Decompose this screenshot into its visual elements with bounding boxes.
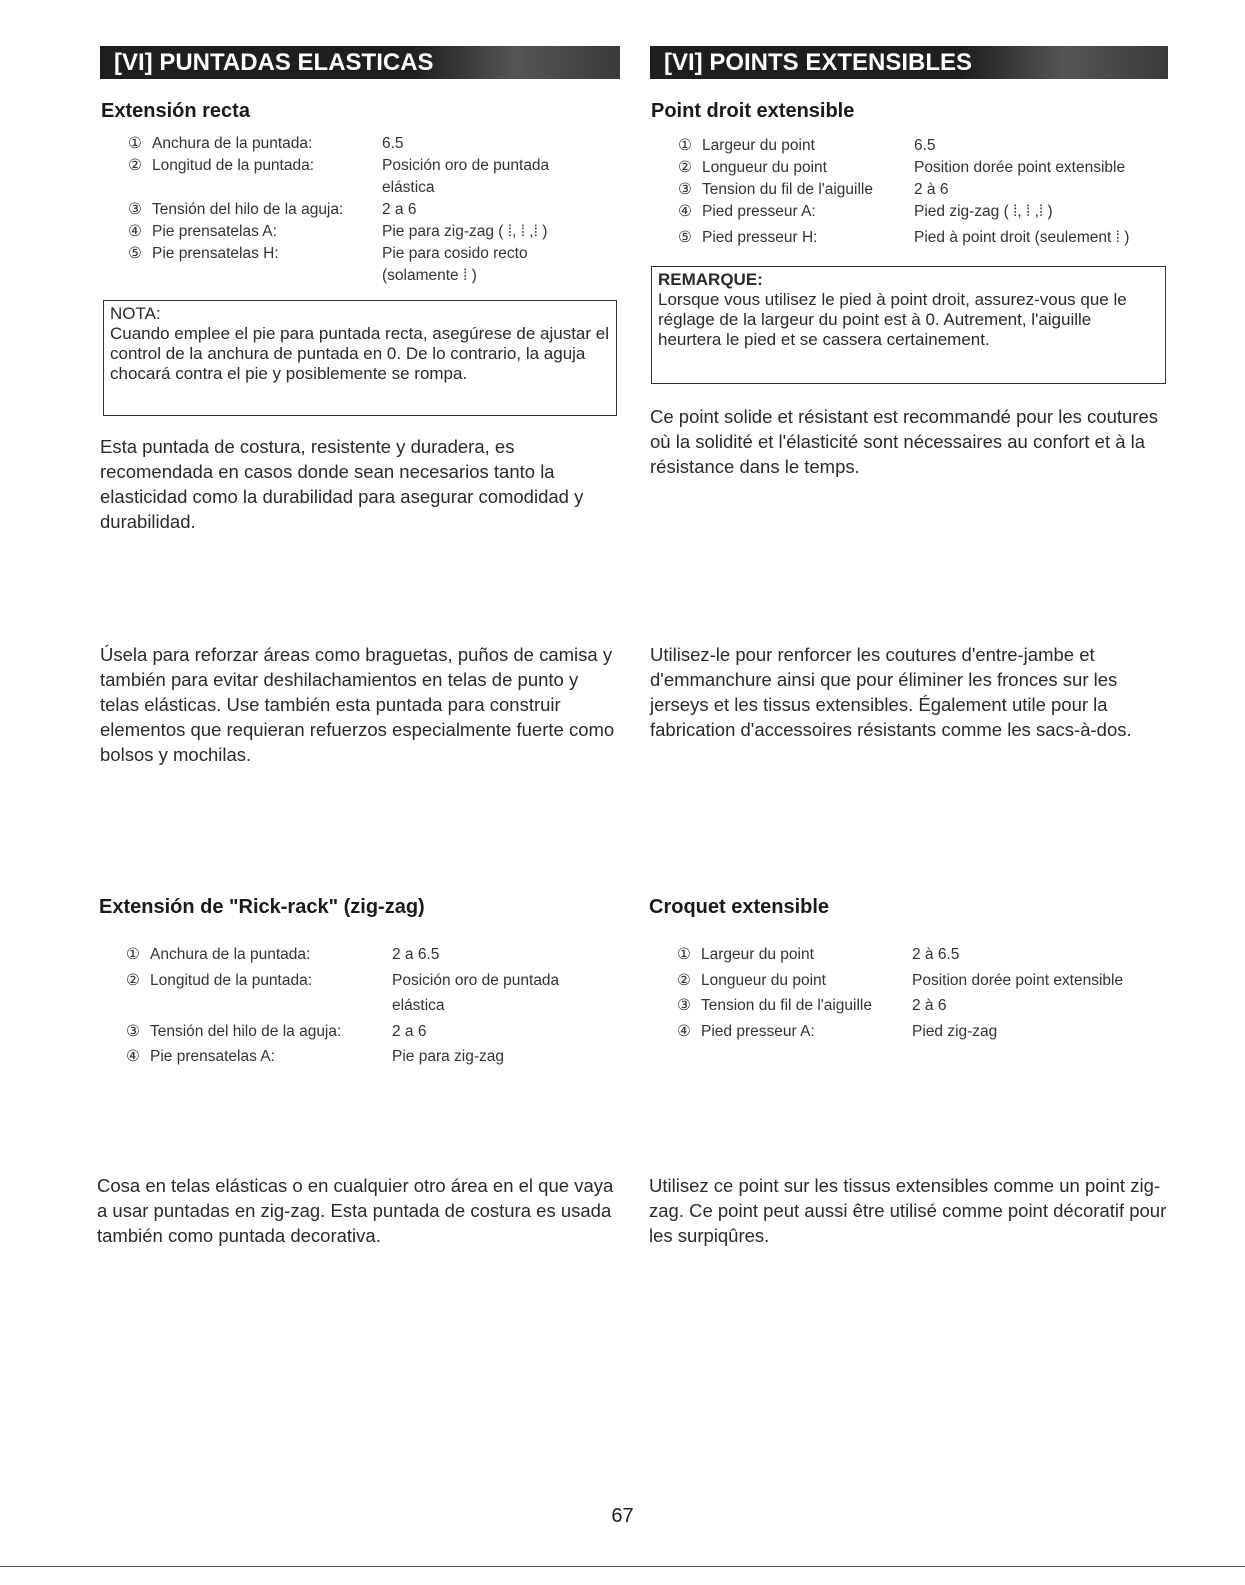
spec-row xyxy=(677,993,1177,1019)
spec-num: ① xyxy=(128,135,142,152)
spec-num: ② xyxy=(128,157,142,174)
spec-row xyxy=(126,993,606,1019)
paragraph-left-1: Esta puntada de costura, resistente y duradera, es recomendada en casos donde sean necesarios tanto la elasticidad como la durabilidad para asegurar comodidad y durabilidad. xyxy=(100,436,584,532)
spec-value: 2 à 6 xyxy=(912,997,947,1014)
note-box-left xyxy=(103,300,617,416)
spec-value: 2 a 6 xyxy=(392,1022,427,1040)
specs-right-2 xyxy=(677,942,1177,1044)
spec-num: ① xyxy=(677,946,691,963)
spec-value: Pie para zig-zag ( ⁞, ⁞ ,⁞ ) xyxy=(382,223,548,240)
spec-row xyxy=(677,968,1177,994)
spec-label: Tensión del hilo de la aguja: xyxy=(150,1022,342,1040)
page-number: 67 xyxy=(611,1505,634,1527)
specs-right-1 xyxy=(678,135,1178,249)
banner-left: [VI] PUNTADAS ELASTICAS xyxy=(100,46,620,79)
spec-value-cont: (solamente ⁞ ) xyxy=(382,267,477,284)
spec-label: Anchura de la puntada: xyxy=(152,135,313,152)
spec-label: Longitud de la puntada: xyxy=(150,971,313,989)
spec-num: ② xyxy=(677,971,691,989)
paragraph-right-3: Utilisez ce point sur les tissus extensibles comme un point zig-zag. Ce point peut aussi être utilisé comme point décoratif pour les surpiqûres. xyxy=(649,1175,1167,1246)
spec-row xyxy=(128,265,608,287)
spec-row xyxy=(128,155,608,177)
section-title-left-1: Extensión recta xyxy=(101,100,250,122)
spec-value: Pie para zig-zag xyxy=(392,1048,505,1065)
spec-row xyxy=(126,1019,606,1045)
spec-label: Tension du fil de l'aiguille xyxy=(701,997,872,1014)
spec-label: Longueur du point xyxy=(702,159,827,176)
spec-num: ④ xyxy=(126,1048,140,1065)
spec-value: 2 à 6 xyxy=(914,181,949,198)
note-box-right xyxy=(651,266,1166,384)
specs-left-2 xyxy=(126,942,606,1070)
spec-value: Pied zig-zag xyxy=(912,1022,998,1040)
note-text: Cuando emplee el pie para puntada recta, asegúrese de ajustar el control de la anchura de puntada en 0. De lo contrario, la aguja chocará contra el pie y posiblemente se rompa. xyxy=(110,324,610,383)
spec-row xyxy=(128,133,608,155)
paragraph-left-2: Úsela para reforzar áreas como braguetas, puños de camisa y también para evitar deshilachamientos en telas de punto y telas elásticas. Use también esta puntada para construir elementos que requieran refuerzos especialmente fuerte como bolsos y mochilas. xyxy=(100,644,615,765)
spec-label: Pied presseur H: xyxy=(702,229,818,246)
spec-num: ③ xyxy=(678,181,692,198)
section-title-right-1: Point droit extensible xyxy=(651,100,855,122)
spec-value: Posición oro de puntada xyxy=(392,971,560,989)
spec-row xyxy=(126,942,606,968)
note-title: NOTA: xyxy=(110,304,161,323)
note-title: REMARQUE: xyxy=(658,270,763,289)
note-text: Lorsque vous utilisez le pied à point droit, assurez-vous que le réglage de la largeur du point est à 0. Autrement, l'aiguille heurtera le pied et se cassera certainement. xyxy=(658,290,1127,349)
spec-label: Pie prensatelas H: xyxy=(152,245,279,262)
spec-value-cont: elástica xyxy=(392,997,445,1014)
spec-label: Pied presseur A: xyxy=(702,203,816,220)
spec-num: ① xyxy=(678,137,692,154)
specs-left-1 xyxy=(128,133,608,287)
spec-num: ③ xyxy=(677,997,691,1014)
spec-row xyxy=(678,157,1178,179)
section-title-left-2: Extensión de "Rick-rack" (zig-zag) xyxy=(99,896,425,918)
spec-label: Longitud de la puntada: xyxy=(152,157,315,174)
spec-row xyxy=(126,1044,606,1070)
spec-value: Pied zig-zag ( ⁞, ⁞ ,⁞ ) xyxy=(914,203,1053,220)
spec-row xyxy=(128,199,608,221)
paragraph-left-3: Cosa en telas elásticas o en cualquier otro área en el que vaya a usar puntadas en zig-zag. Esta puntada de costura es usada también como puntada decorativa. xyxy=(97,1175,614,1246)
paragraph-right-1: Ce point solide et résistant est recommandé pour les coutures où la solidité et l'élasticité sont nécessaires au confort et à la résistance dans le temps. xyxy=(650,406,1158,477)
spec-value-cont: elástica xyxy=(382,179,435,196)
spec-value: 2 a 6 xyxy=(382,201,417,218)
spec-value: Position dorée point extensible xyxy=(914,159,1126,176)
spec-row xyxy=(677,1019,1177,1045)
spec-value: 6.5 xyxy=(382,135,404,152)
spec-row xyxy=(677,942,1177,968)
spec-row xyxy=(128,177,608,199)
spec-label: Pie prensatelas A: xyxy=(150,1048,275,1065)
banner-right: [VI] POINTS EXTENSIBLES xyxy=(650,46,1168,79)
spec-num: ④ xyxy=(677,1022,691,1040)
spec-num: ② xyxy=(678,159,692,176)
spec-num: ⑤ xyxy=(128,245,142,262)
spec-row xyxy=(678,227,1178,249)
spec-row xyxy=(128,221,608,243)
spec-label: Pied presseur A: xyxy=(701,1022,815,1040)
spec-num: ⑤ xyxy=(678,229,692,246)
spec-value: Posición oro de puntada xyxy=(382,157,550,174)
spec-num: ① xyxy=(126,946,140,963)
spec-value: 2 à 6.5 xyxy=(912,946,960,963)
spec-num: ② xyxy=(126,971,140,989)
spec-num: ③ xyxy=(126,1022,140,1040)
spec-value: 2 a 6.5 xyxy=(392,946,440,963)
spec-value: 6.5 xyxy=(914,137,936,154)
spec-row xyxy=(678,135,1178,157)
section-title-right-2: Croquet extensible xyxy=(649,896,830,918)
spec-label: Longueur du point xyxy=(701,971,826,989)
spec-num: ④ xyxy=(128,223,142,240)
spec-value: Position dorée point extensible xyxy=(912,971,1124,989)
spec-value: Pie para cosido recto xyxy=(382,245,528,262)
spec-label: Tensión del hilo de la aguja: xyxy=(152,201,344,218)
spec-label: Largeur du point xyxy=(701,946,814,963)
spec-label: Tension du fil de l'aiguille xyxy=(702,181,873,198)
spec-num: ③ xyxy=(128,201,142,218)
paragraph-right-2: Utilisez-le pour renforcer les coutures d'entre-jambe et d'emmanchure ainsi que pour éliminer les fronces sur les jerseys et les tissus extensibles. Également utile pour la fabrication d'accessoires résistants comme les sacs-à-dos. xyxy=(650,644,1132,740)
spec-row xyxy=(678,179,1178,201)
spec-row xyxy=(126,968,606,994)
spec-row xyxy=(678,201,1178,223)
spec-label: Pie prensatelas A: xyxy=(152,223,277,240)
spec-label: Anchura de la puntada: xyxy=(150,946,311,963)
footer-rule xyxy=(0,1566,1245,1567)
spec-label: Largeur du point xyxy=(702,137,815,154)
spec-num: ④ xyxy=(678,203,692,220)
spec-value: Pied à point droit (seulement ⁞ ) xyxy=(914,229,1130,246)
spec-row xyxy=(128,243,608,265)
